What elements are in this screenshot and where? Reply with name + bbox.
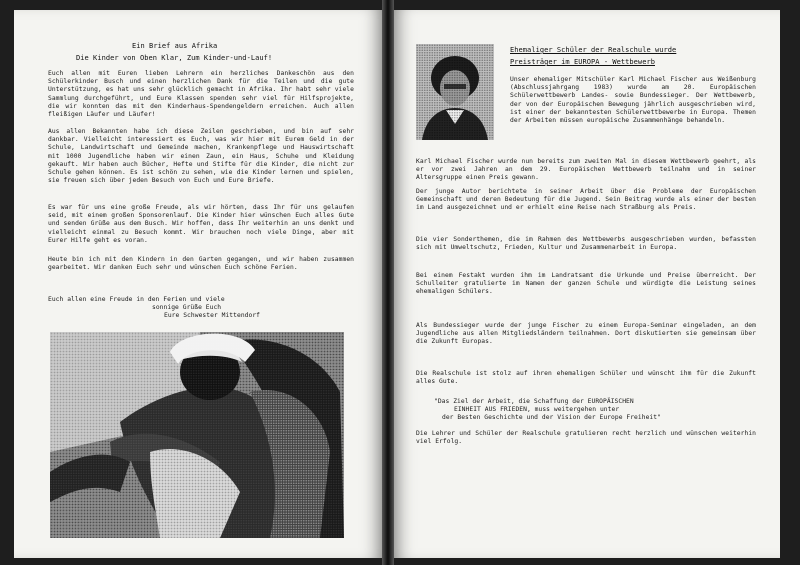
letter-closing — [48, 296, 260, 321]
right-page-title-2 — [510, 58, 655, 66]
right-paragraph-4: Bei einem Festakt wurden ihm im Landratsamt die Urkunde und Preise überreicht. Der Schulleiter gratulierte im Namen der ganzen Schule und würdigte die Leistung seines ehemaligen Schülers. — [416, 272, 756, 296]
left-paragraph-3: Es war für uns eine große Freude, als wir hörten, dass Ihr für uns gelaufen seid, mit einem großen Sponsorenlauf. Die Kinder hier wünschen Euch alles Gute und senden Grüße aus dem Busch. Wir hoffen, dass Ihr weiterhin an uns denkt und vielleicht einmal zu Besuch kommt. Wir brauchen noch viele Dinge, aber mit Eurer Hilfe geht es voran. — [48, 204, 354, 244]
right-title-line-2: Preisträger im EUROPA - Wettbewerb — [510, 58, 655, 66]
right-outro: Die Lehrer und Schüler der Realschule gratulieren recht herzlich und wünschen weiterhin viel Erfolg. — [416, 430, 756, 446]
left-page-subtitle: Die Kinder von Oben Klar, Zum Kinder-und-Lauf! — [76, 54, 273, 62]
africa-photo — [50, 332, 344, 538]
closing-line-2: sonnige Grüße Euch — [152, 304, 222, 312]
quote-line-2: EINHEIT AUS FRIEDEN, muss weitergehen unter — [454, 406, 620, 414]
right-paragraph-3: Die vier Sonderthemen, die im Rahmen des Wettbewerbs ausgeschrieben wurden, befassten sich mit Umweltschutz, Frieden, Kultur und Zusammenarbeit in Europa. — [416, 236, 756, 252]
left-paragraph-4: Heute bin ich mit den Kindern in den Garten gegangen, und wir haben zusammen gearbeitet. Wir danken Euch sehr und wünschen Euch schöne Ferien. — [48, 256, 354, 272]
right-title-line-1: Ehemaliger Schüler der Realschule wurde — [510, 46, 677, 54]
right-paragraph-2: Der junge Autor berichtete in seiner Arbeit über die Probleme der Europäischen Gemeinschaft und deren Bedeutung für die Jugend. Sein Beitrag wurde als einer der besten im Land ausgezeichnet und er erhielt eine Reise nach Straßburg als Preis. — [416, 188, 756, 212]
left-page — [14, 10, 382, 558]
right-intro: Unser ehemaliger Mitschüler Karl Michael Fischer aus Weißenburg (Abschlussjahrgang 1983) wurde am 20. Europäischen Schülerwettbewerb Landes- sowie Bundessieger. Der Wettbewerb, der von der Europäischen Bewegung jährlich ausgeschrieben wird, ist einer der bekanntesten Schülerwettbewerbe in Europa. Themen der Arbeiten müssen europäische Zusammenhänge behandeln. — [510, 76, 756, 125]
left-page-title: Ein Brief aus Afrika — [132, 42, 218, 50]
right-paragraph-1: Karl Michael Fischer wurde nun bereits zum zweiten Mal in diesem Wettbewerb geehrt, als er vor zwei Jahren an dem 29. Europäischen Wettbewerb teilnahm und in seiner Altersgruppe einen Preis gewann. — [416, 158, 756, 182]
quote-line-1: "Das Ziel der Arbeit, die Schaffung der EUROPÄISCHEN — [434, 398, 634, 405]
right-quote — [434, 398, 661, 423]
left-paragraph-2: Aus allen Bekannten habe ich diese Zeilen geschrieben, und bin auf sehr dankbar. Vielleicht interessiert es Euch, was wir hier mit Eurem Geld in der Schule, Landwirtschaft und Gemeinde machen, Krankenpflege und Hauswirtschaft mit 1000 Jugendliche haben wir einen Zaun, ein Haus, Schuhe und Kleidung gekauft. Wir haben auch Bücher, Hefte und Stifte für die Kinder, die nicht zur Schule gehen können. Es ist schön zu sehen, wie die Kinder lernen und spielen, sie freuen sich über jeden Besuch von Euch und Eure Briefe. — [48, 128, 354, 185]
right-page — [394, 10, 780, 558]
right-paragraph-6: Die Realschule ist stolz auf ihren ehemaligen Schüler und wünscht ihm für die Zukunft alles Gute. — [416, 370, 756, 386]
right-page-title-1 — [510, 46, 676, 54]
portrait-photo — [416, 44, 494, 140]
closing-signature: Eure Schwester Mittendorf — [164, 312, 261, 320]
left-paragraph-1: Euch allen mit Euren lieben Lehrern ein herzliches Dankeschön aus den Schülerkinder Busch und einen herzlichen Dank für die Teilen und die gute Unterstützung, es hat uns sehr glücklich gemacht in Afrika. Ihr habt sehr viele Sammlung durchgeführt, und Eure Klassen spenden sehr viel für Hilfsprojekte, die wir konnten das mit den Kinderhaus-Spendengeldern erreichen. Auch allen fleißigen Läufer und Läufer! — [48, 70, 354, 119]
book-gutter — [382, 0, 394, 565]
quote-line-3: der Besten Geschichte und der Vision der Europe Freiheit" — [442, 414, 661, 422]
right-paragraph-5: Als Bundessieger wurde der junge Fischer zu einem Europa-Seminar eingeladen, an dem Jugendliche aus allen Mitgliedsländern teilnahmen. Dort diskutierten sie gemeinsam über die Zukunft Europas. — [416, 322, 756, 346]
closing-line-1: Euch allen eine Freude in den Ferien und viele — [48, 296, 225, 303]
